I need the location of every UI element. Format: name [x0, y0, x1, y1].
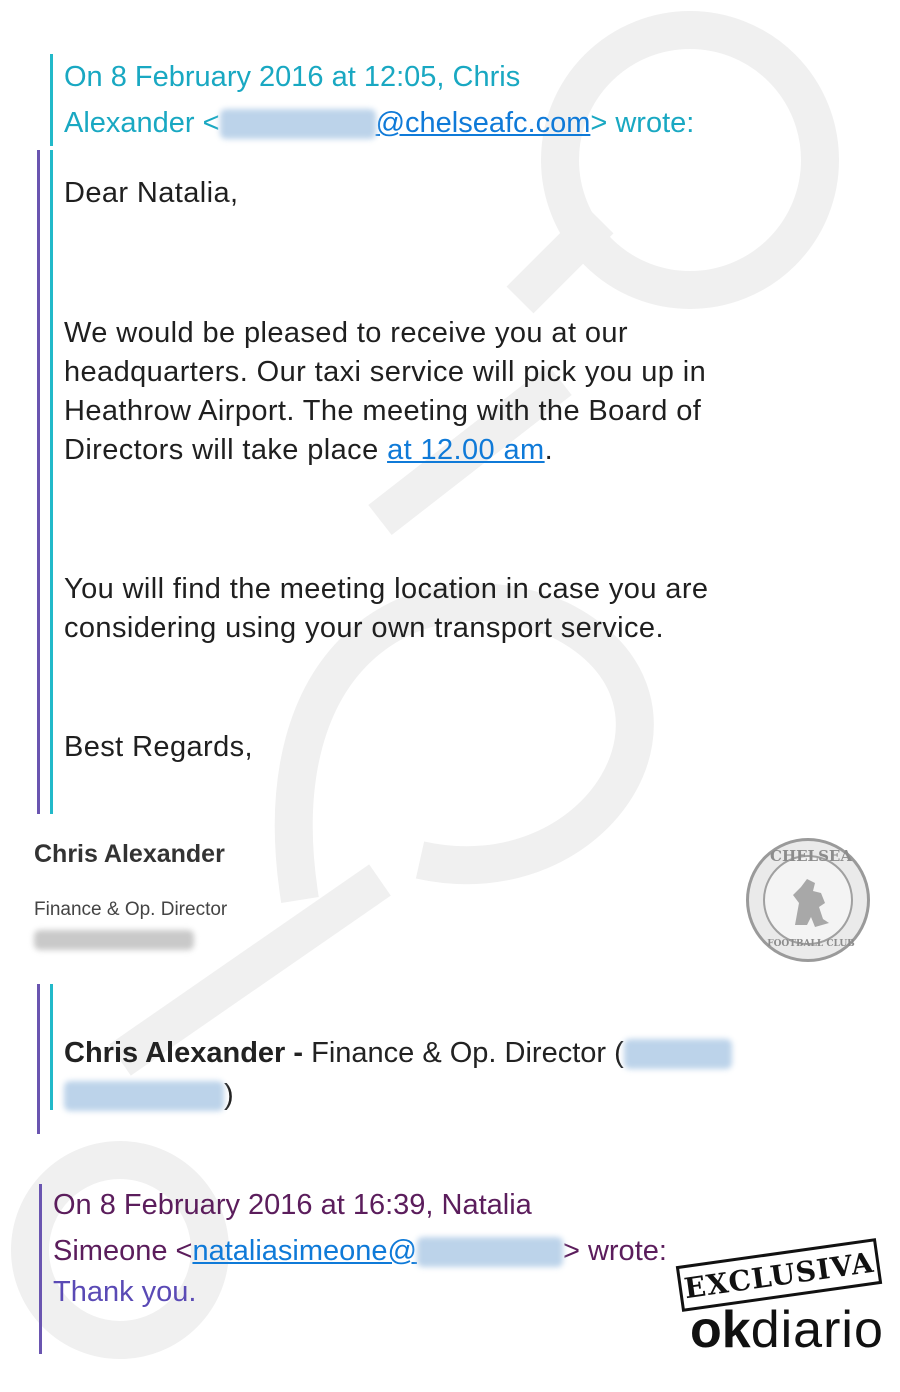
email-body	[64, 174, 844, 213]
greeting: Dear Natalia,	[64, 177, 239, 209]
crest-bottom-text: FOOTBALL CLUB	[767, 939, 855, 949]
signature-block-2	[64, 1032, 844, 1116]
header-wrote: > wrote:	[590, 107, 695, 139]
header-line-2	[64, 100, 694, 146]
okdiario-logo	[690, 1300, 884, 1360]
paragraph-2	[64, 570, 864, 648]
inner-quote-bar	[50, 150, 53, 814]
paragraph-line: We would be pleased to receive you at our	[64, 317, 628, 349]
reply-line-1: On 8 February 2016 at 16:39, Natalia	[53, 1189, 532, 1221]
paragraph-text: Directors will take place	[64, 434, 388, 466]
signature-line	[64, 1032, 844, 1074]
signature-line	[64, 1074, 844, 1116]
redacted-email-local	[220, 109, 376, 139]
paragraph-line: Heathrow Airport. The meeting with the Board of	[64, 395, 702, 427]
logo-ok: ok	[690, 1301, 751, 1359]
signature2-title: Finance & Op. Director (	[303, 1037, 624, 1069]
signature-title: Finance & Op. Director	[34, 899, 228, 920]
sender-email-link[interactable]: @chelseafc.com	[375, 107, 591, 139]
email-header	[64, 54, 694, 146]
signature-name: Chris Alexander	[34, 840, 225, 868]
sig-inner-bar	[50, 984, 53, 1110]
reply-header	[53, 1182, 667, 1274]
reply-thanks: Thank you.	[53, 1276, 197, 1308]
crest-top-text: CHELSEA	[770, 847, 852, 865]
meeting-time-link[interactable]: at 12.00 am	[387, 434, 545, 466]
header-quote-bar	[50, 54, 53, 146]
header-line-1: On 8 February 2016 at 12:05, Chris	[64, 61, 521, 93]
redacted-email-domain	[417, 1237, 563, 1267]
redacted-phone-part-2	[64, 1081, 224, 1111]
chelsea-crest-logo	[746, 838, 870, 962]
sig-outer-bar	[37, 984, 40, 1134]
reply-sender-name: Simeone <	[53, 1235, 193, 1267]
signature2-name: Chris Alexander -	[64, 1037, 304, 1069]
paragraph-line: You will find the meeting location in case you are	[64, 573, 709, 605]
reply-wrote: > wrote:	[562, 1235, 667, 1267]
paragraph-1	[64, 314, 864, 470]
paragraph-line	[64, 431, 864, 470]
redacted-phone	[34, 930, 194, 950]
closing: Best Regards,	[64, 731, 253, 763]
paragraph-line: considering using your own transport service.	[64, 612, 664, 644]
signature2-close: )	[224, 1079, 234, 1111]
paragraph-line: headquarters. Our taxi service will pick you up in	[64, 356, 707, 388]
reply-quote-bar	[39, 1184, 42, 1354]
paragraph-period: .	[544, 434, 554, 466]
lion-icon	[785, 873, 837, 933]
redacted-phone-part-1	[624, 1039, 732, 1069]
exclusiva-stamp: EXCLUSIVA	[676, 1238, 882, 1312]
reply-email-link[interactable]: nataliasimeone@	[192, 1235, 417, 1267]
reply-line-2	[53, 1228, 667, 1274]
header-sender-name: Alexander <	[64, 107, 220, 139]
outer-quote-bar	[37, 150, 40, 814]
logo-diario: diario	[750, 1301, 884, 1359]
